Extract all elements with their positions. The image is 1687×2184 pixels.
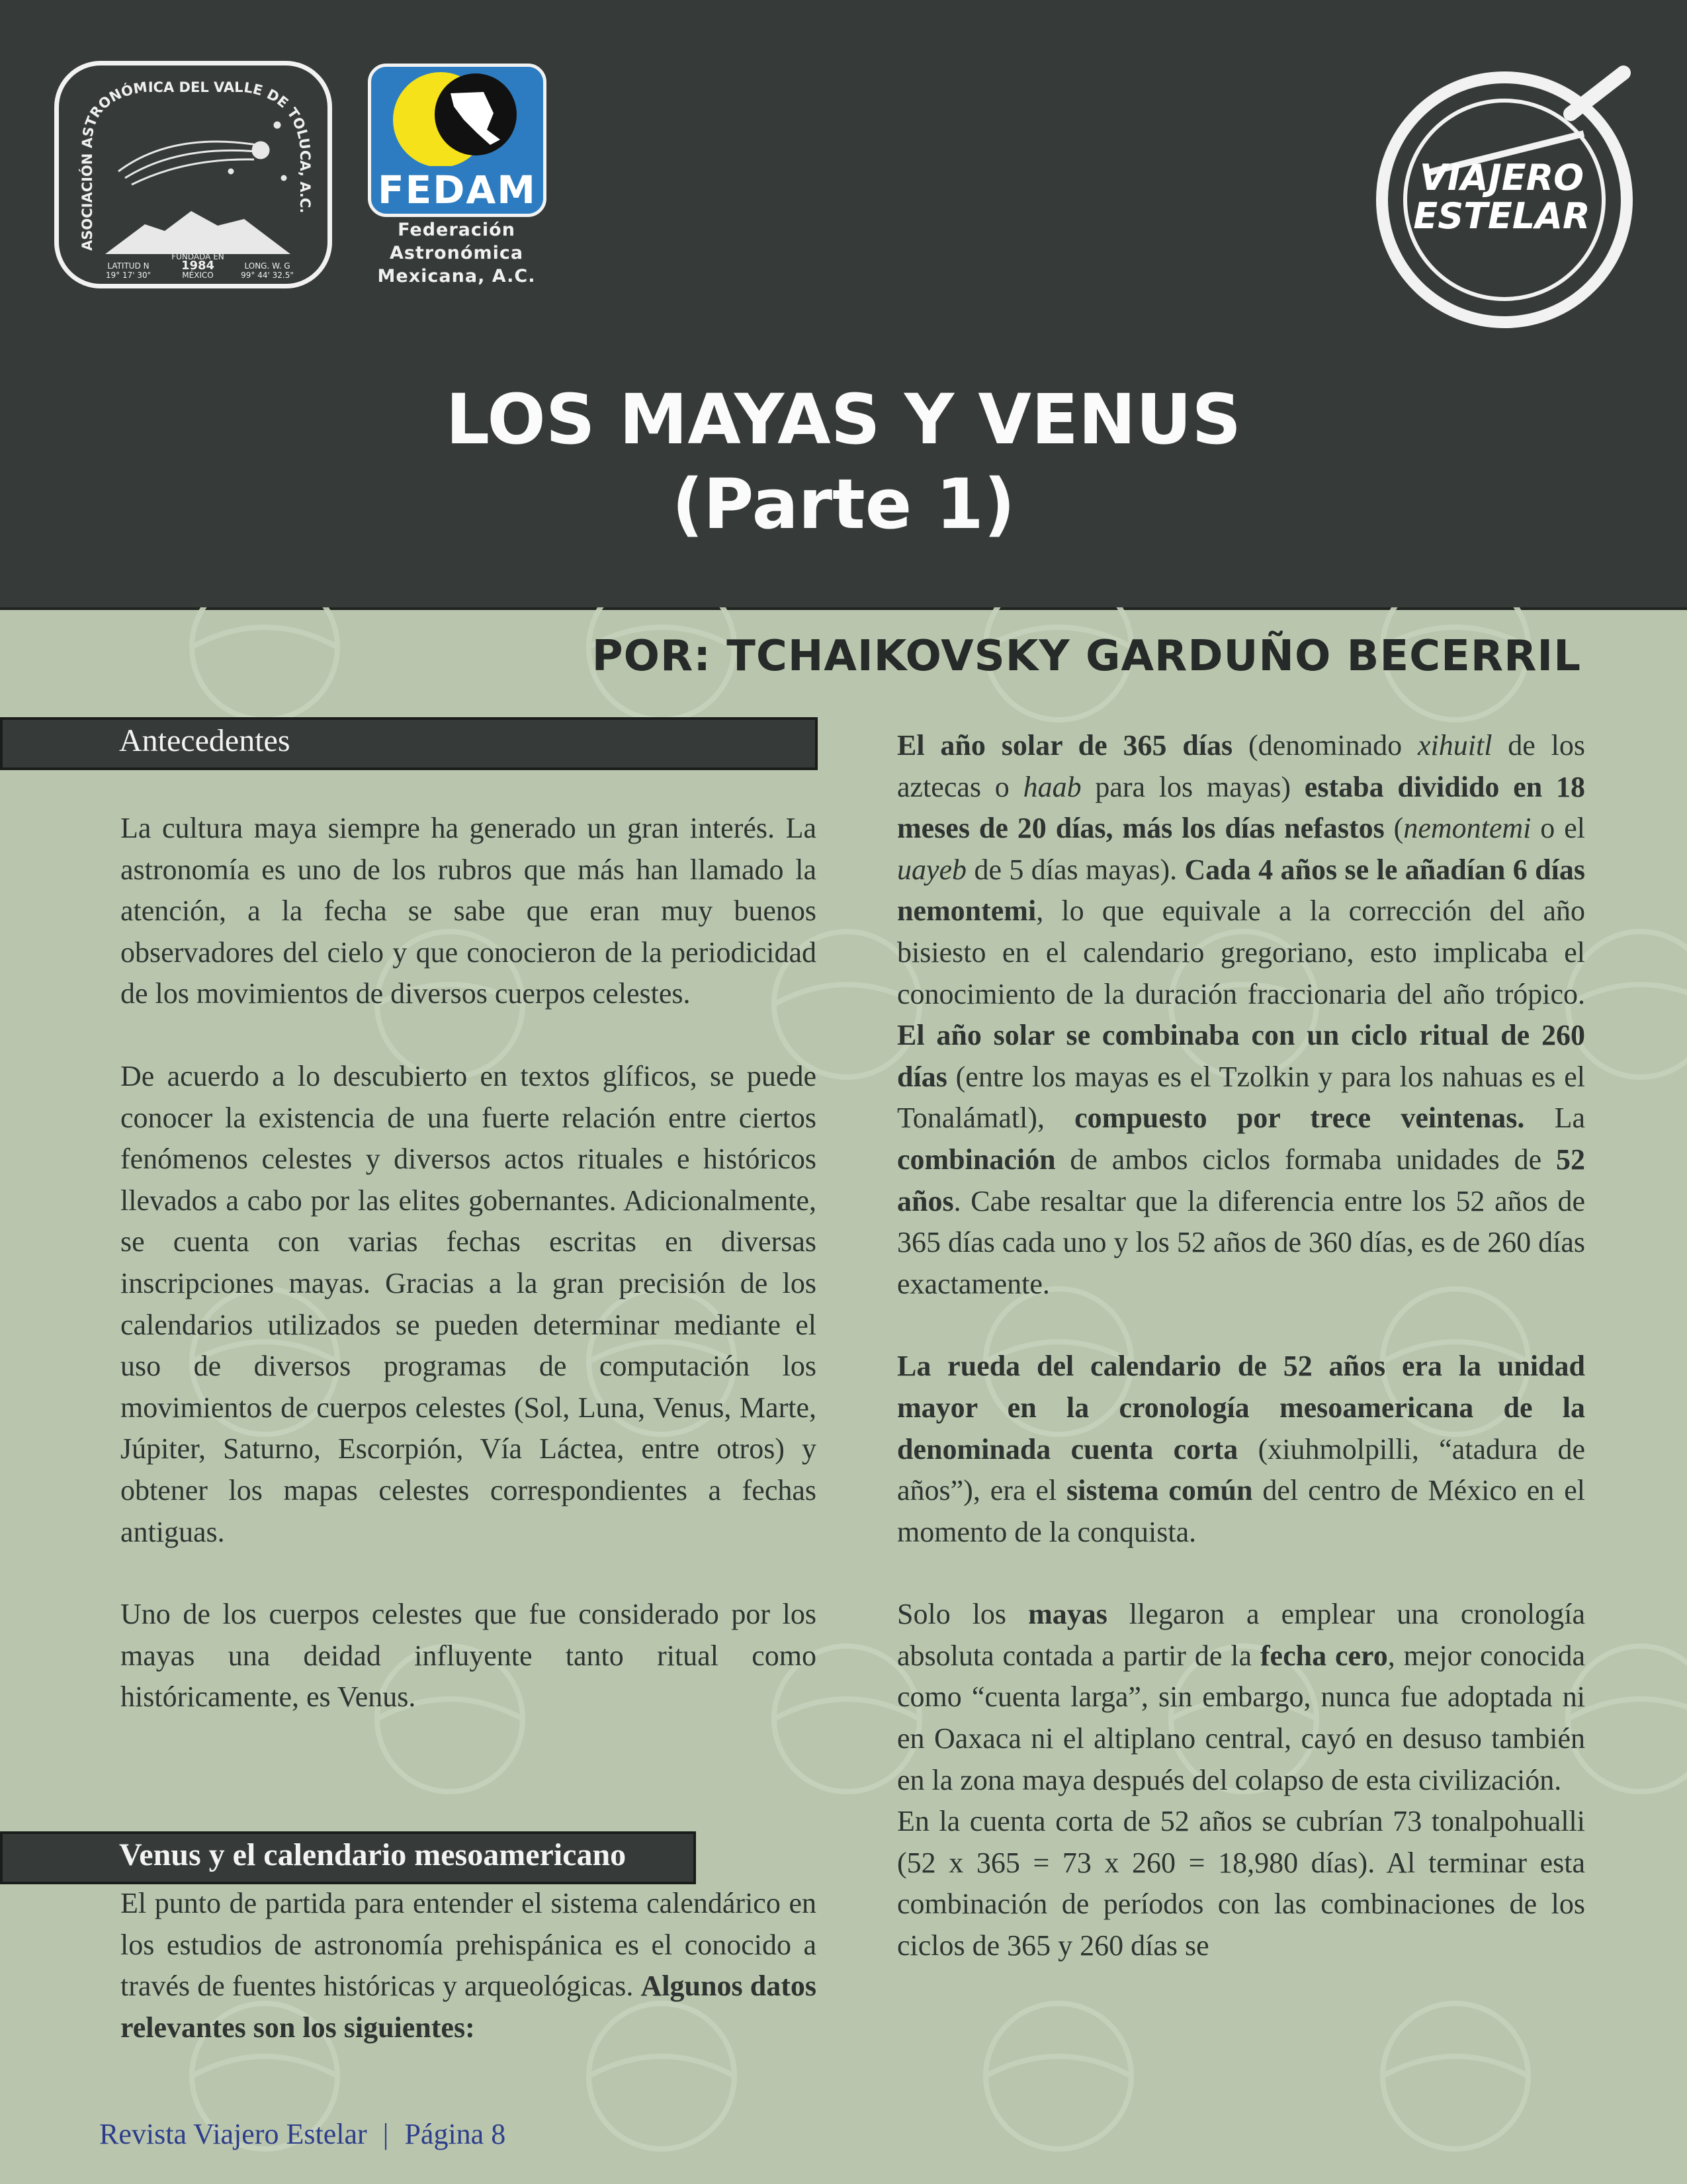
footer-page-number: Página 8 — [404, 2118, 506, 2150]
p2-segment: (xiuhmolpilli, “atadura de años”), era el — [897, 1432, 1586, 1507]
p1-segment: Cada 4 años se le añadían 6 días nemontemi — [897, 853, 1585, 928]
page-title — [0, 377, 1687, 546]
p1-segment: El año solar de 365 días — [897, 729, 1233, 762]
footer-separator: | — [382, 2118, 389, 2150]
p1-segment: de 5 días mayas). — [967, 853, 1185, 886]
calendar-system-bold: Algunos datos relevantes son los siguientes: — [120, 1970, 816, 2044]
avt-latitude-label: LATITUD N — [107, 261, 150, 271]
p1-segment: El año solar se combinaba con un ciclo ritual de 260 días — [897, 1019, 1585, 1093]
section-heading-venus-calendar-label: Venus y el calendario mesoamericano — [119, 1837, 627, 1872]
fedam-subtitle — [357, 218, 556, 288]
paragraph-short-count: En la cuenta corta de 52 años se cubrían 73 tonalpohualli (52 x 365 = 73 x 260 = 18,980 días). Al terminar esta combinación de períodos con las combinaciones de los ciclos de 365 y 260 días se — [897, 1805, 1585, 1962]
p3-segment: , mejor conocida como “cuenta larga”, sin embargo, nunca fue adoptada ni en Oaxaca ni el altiplano central, cayó en desuso también en la zona maya después del colapso de esta civilización. — [897, 1639, 1585, 1796]
watermark-globe-line — [1568, 984, 1687, 1004]
paragraph-long-count — [897, 1594, 1585, 1801]
viajero-line1: VIAJERO — [1419, 157, 1584, 198]
p1-segment: o el — [1531, 812, 1585, 845]
p1-segment: (denominado — [1233, 729, 1418, 762]
p1-segment: ( — [1384, 812, 1404, 845]
p3-segment: fecha cero — [1260, 1639, 1388, 1672]
section-heading-antecedentes-label: Antecedentes — [119, 723, 290, 758]
watermark-globe-line — [589, 2056, 734, 2076]
p3-segment: llegaron a emplear una cronología absoluta contada a partir de la — [897, 1598, 1585, 1672]
watermark-globe-line — [1383, 2056, 1528, 2076]
fedam-line1: Federación — [398, 220, 515, 240]
avt-founded — [158, 252, 238, 280]
fedam-logo — [368, 64, 546, 217]
paragraph-venus-deity: Uno de los cuerpos celestes que fue considerado por los mayas una deidad influyente tanto ritual como históricamente, es Venus. — [120, 1598, 816, 1714]
p1-segment: haab — [1023, 770, 1082, 803]
p1-segment: de ambos ciclos formaba unidades de — [1055, 1143, 1556, 1176]
p1-segment: nemontemi — [1403, 812, 1532, 845]
title-line1: LOS MAYAS Y VENUS — [445, 379, 1242, 460]
footer-magazine-name: Revista Viajero Estelar — [99, 2118, 367, 2150]
p2-segment: sistema común — [1066, 1474, 1253, 1507]
paragraph-intro: La cultura maya siempre ha generado un gran interés. La astronomía es uno de los rubros que más han llamado la atención, a la fecha se sabe que eran muy buenos observadores del cielo y que conocieron de la periodicidad de los movimientos de diversos cuerpos celestes. — [120, 812, 816, 1010]
watermark-globe-line — [192, 2056, 337, 2076]
viajero-line2: ESTELAR — [1413, 195, 1590, 237]
avt-founded-year: 1984 — [181, 259, 215, 273]
author-byline: POR: TCHAIKOVSKY GARDUÑO BECERRIL — [591, 632, 1581, 681]
fedam-emblem-icon — [371, 67, 543, 166]
p1-segment: La — [1524, 1102, 1586, 1135]
fedam-line3: Mexicana, A.C. — [377, 266, 536, 286]
avt-logo — [54, 61, 332, 288]
section-heading-antecedentes — [0, 717, 818, 770]
p1-segment: para los mayas) — [1081, 770, 1305, 803]
paragraph-calendar-system — [120, 1883, 816, 2048]
avt-latitude-value: 19° 17' 30" — [105, 271, 151, 280]
left-column — [120, 808, 816, 1718]
watermark-globe-line — [192, 627, 337, 647]
p1-segment: uayeb — [897, 853, 967, 886]
viajero-estelar-wordmark — [1403, 159, 1601, 236]
page-footer — [99, 2117, 505, 2151]
paragraph-glyphic-texts: De acuerdo a lo descubierto en textos glíficos, se puede conocer la existencia de una fuerte relación entre ciertos fenómenos celestes y diversos actos rituales e históricos llevados a cabo por las elites gobernantes. Adicionalmente, se cuenta con varias fechas escritas en diversas inscripciones mayas. Gracias a la gran precisión de los calendarios utilizados se pueden determinar mediante el uso de diversos programas de computación los movimientos de cuerpos celestes (Sol, Luna, Venus, Marte, Júpiter, Saturno, Escorpión, Vía Láctea, entre otros) y obtener los mapas celestes correspondientes a fechas antiguas. — [120, 1059, 816, 1548]
watermark-globe-icon — [1568, 932, 1687, 1077]
title-line2: (Parte 1) — [671, 464, 1016, 545]
p1-segment: estaba dividido en 18 meses de 20 días, más los días nefastos — [897, 770, 1585, 845]
comet-icon — [118, 122, 286, 185]
p1-segment: compuesto por trece veintenas. — [1074, 1102, 1525, 1135]
watermark-globe-icon — [986, 2003, 1131, 2149]
section-heading-venus-calendar — [0, 1831, 696, 1884]
p1-segment: de los aztecas o — [897, 729, 1585, 803]
watermark-globe-icon — [1568, 1646, 1687, 1792]
avt-longitude-label: LONG. W. G — [244, 261, 290, 271]
p1-segment: (entre los mayas es el Tzolkin y para los nahuas es el Tonalámatl), — [897, 1060, 1585, 1135]
p1-segment: xihuitl — [1417, 729, 1492, 762]
p1-segment: . Cabe resaltar que la diferencia entre los 52 años de 365 días cada uno y los 52 años de 360 días, es de 260 días exactamente. — [897, 1184, 1585, 1300]
watermark-globe-line — [986, 2056, 1131, 2076]
watermark-globe-line — [1568, 1699, 1687, 1719]
p3-segment: mayas — [1028, 1598, 1107, 1631]
p1-segment: 52 años — [897, 1143, 1585, 1217]
avt-longitude — [238, 261, 297, 280]
paragraph-solar-year — [897, 725, 1585, 1305]
right-column — [897, 725, 1585, 1967]
avt-ring-text-svg — [65, 72, 324, 281]
avt-founded-label: FUNDADA EN — [171, 252, 224, 261]
p1-segment: , lo que equivale a la corrección del año bisiesto en el calendario gregoriano, esto implicaba el conocimiento de la duración fraccionaria del año trópico. — [897, 895, 1585, 1010]
watermark-globe-icon — [192, 607, 337, 720]
avt-ring-text: ASOCIACIÓN ASTRONÓMICA DEL VALLE DE TOLUCA, A.C. — [79, 79, 313, 251]
fedam-wordmark: FEDAM — [378, 167, 537, 212]
calendar-system-text: El punto de partida para entender el sistema calendárico en los estudios de astronomía prehispánica es el conocido a través de fuentes históricas y arqueológicas. — [120, 1887, 816, 2003]
avt-founded-place: MÉXICO — [182, 271, 214, 280]
fedam-line2: Astronómica — [389, 243, 524, 263]
left-column-lower — [120, 1883, 816, 2048]
paragraph-calendar-round — [897, 1346, 1585, 1553]
p2-segment: del centro de México en el momento de la conquista. — [897, 1474, 1585, 1548]
watermark-globe-icon — [1383, 2003, 1528, 2149]
header-banner — [0, 0, 1687, 610]
p1-segment: combinación — [897, 1143, 1056, 1176]
p2-segment: La rueda del calendario de 52 años era la unidad mayor en la cronología mesoamericana de la denominada cuenta corta — [897, 1350, 1585, 1465]
p3-segment: Solo los — [897, 1598, 1029, 1631]
avt-latitude — [105, 261, 151, 280]
avt-longitude-value: 99° 44' 32.5" — [241, 271, 294, 280]
volcano-icon — [105, 211, 290, 254]
